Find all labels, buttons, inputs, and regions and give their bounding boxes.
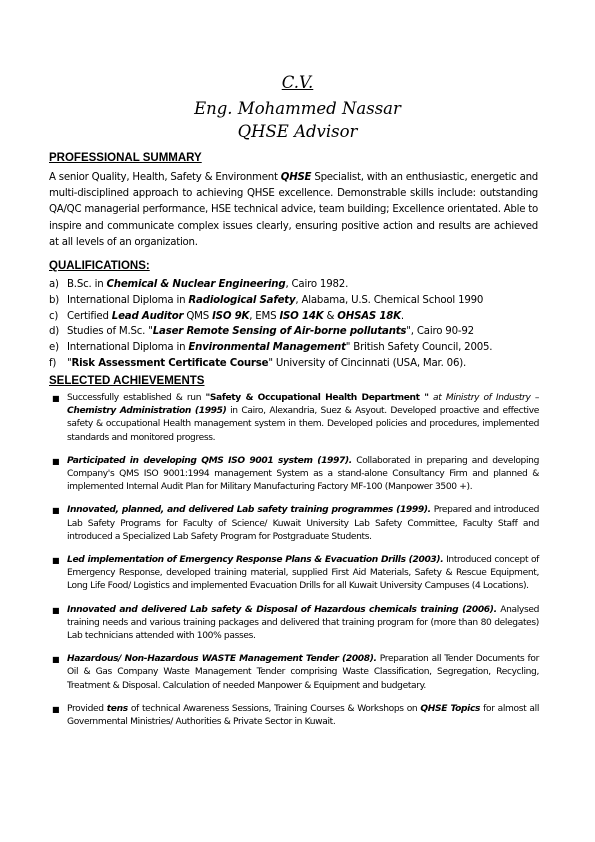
item-emphasis: OHSAS 18K bbox=[337, 310, 401, 322]
item-text: of technical Awareness Sessions, Training Courses & Workshops on bbox=[127, 703, 421, 714]
item-text: " British Safety Council, 2005. bbox=[345, 342, 493, 354]
item-emphasis: Chemistry Administration (1995) bbox=[67, 406, 227, 417]
list-item bbox=[49, 455, 539, 495]
list-item bbox=[49, 340, 544, 356]
item-italic: at Ministry of Industry – bbox=[428, 393, 540, 403]
item-text: Certified bbox=[67, 310, 112, 322]
item-emphasis: Innovated and delivered Lab safety & Disposal of Hazardous chemicals training (2006). bbox=[67, 604, 497, 615]
item-text: & bbox=[323, 310, 338, 322]
candidate-role: QHSE Advisor bbox=[237, 122, 358, 141]
item-emphasis: Laser Remote Sensing of Air-borne pollutants bbox=[152, 326, 407, 338]
item-text: Analysed training needs and various training packages and delivered that training program for (more than 80 delegates) Lab technicians attended with 100% passes. bbox=[67, 604, 540, 642]
item-text: " bbox=[67, 357, 72, 369]
item-emphasis: tens bbox=[106, 703, 128, 714]
item-emphasis: QHSE Topics bbox=[420, 703, 481, 714]
item-text: QMS bbox=[183, 310, 213, 322]
item-text: International Diploma in bbox=[67, 342, 189, 354]
item-emphasis: ISO 14K bbox=[279, 310, 324, 322]
item-text: Provided bbox=[67, 703, 107, 714]
item-emphasis: Environmental Management bbox=[188, 342, 346, 354]
achievements-heading: SELECTED ACHIEVEMENTS bbox=[49, 375, 205, 387]
bullet-icon: ■ bbox=[52, 655, 60, 665]
item-text: " University of Cincinnati (USA, Mar. 06). bbox=[268, 357, 467, 369]
item-text: B.Sc. in bbox=[67, 279, 107, 290]
qualifications-list bbox=[49, 277, 544, 372]
item-text: in Cairo, Alexandria, Suez & Asyout. Developed proactive and effective safety & occupational Health management system in them. Developed policies and procedures, implemented standards and monitored progress. bbox=[67, 406, 539, 443]
achievements-list bbox=[49, 392, 539, 739]
list-item bbox=[49, 324, 544, 340]
item-emphasis: Hazardous/ Non-Hazardous WASTE Management Tender (2008). bbox=[67, 654, 377, 665]
summary-heading: PROFESSIONAL SUMMARY bbox=[49, 152, 202, 164]
item-text: , Cairo 1982. bbox=[285, 279, 349, 290]
list-item bbox=[49, 554, 539, 594]
item-text: Successfully established & run bbox=[67, 393, 206, 403]
item-text: Prepared and introduced Lab Safety Programs for Faculty of Science/ Kuwait University Lab Safety Committee, Faculty Staff and introduced a Specialized Lab Safety Program for Postgraduate Students. bbox=[67, 505, 539, 542]
item-emphasis: Risk Assessment Certificate Course bbox=[71, 357, 269, 369]
summary-text-1: A senior Quality, Health, Safety & Environment bbox=[49, 172, 281, 183]
item-text: Preparation all Tender Documents for Oil & Gas Company Waste Management Tender comprising Waste Classification, Segregation, Recycling, Treatment & Disposal. Calculation of needed Manpower & Equipment and budgetary. bbox=[67, 654, 539, 691]
item-label: c) bbox=[49, 310, 59, 322]
bullet-icon: ■ bbox=[52, 605, 60, 615]
item-text: ", Cairo 90-92 bbox=[406, 326, 474, 338]
list-item bbox=[49, 604, 539, 644]
list-item bbox=[49, 703, 539, 729]
list-item bbox=[49, 309, 544, 325]
item-label: d) bbox=[49, 326, 60, 338]
summary-text-2: Specialist, with an enthusiastic, energetic and multi-disciplined approach to achieving QHSE excellence. Demonstrable skills include: outstanding QA/QC managerial performance, HSE technical advice, team building; Excellence orientated. Able to inspire and communicate complex issues clearly, ensuring positive action and results are achieved at all levels of an organization. bbox=[49, 172, 538, 248]
item-label: f) bbox=[49, 357, 57, 369]
item-emphasis: Radiological Safety bbox=[188, 294, 296, 306]
item-text: Collaborated in preparing and developing Company's QMS ISO 9001:1994 management System as a stand-alone Consultancy Firm and planned & implemented Internal Audit Plan for Military Manufacturing Factory MF-100 (Manpower 3500 +). bbox=[67, 455, 539, 493]
item-text: . bbox=[400, 310, 404, 322]
candidate-name: Eng. Mohammed Nassar bbox=[194, 99, 401, 118]
bullet-icon: ■ bbox=[52, 704, 60, 714]
item-text: Studies of M.Sc. " bbox=[67, 326, 153, 338]
item-text: for almost all Governmental Ministries/ Authorities & Private Sector in Kuwait. bbox=[67, 703, 539, 728]
list-item bbox=[49, 504, 539, 544]
item-emphasis: "Safety & Occupational Health Department " bbox=[205, 393, 429, 403]
bullet-icon: ■ bbox=[52, 456, 60, 466]
qualifications-heading: QUALIFICATIONS: bbox=[49, 260, 150, 272]
list-item bbox=[49, 356, 544, 372]
item-text: Introduced concept of Emergency Response, developed training material, supplied First Aid Materials, Safety & Rescue Equipment, Long Life Food/ Logistics and implemented Evacuation Drills for all Kuwait University Campuses (4 Locations). bbox=[67, 555, 540, 592]
item-emphasis: Lead Auditor bbox=[111, 310, 184, 322]
item-label: b) bbox=[49, 294, 60, 306]
summary-qhse: QHSE bbox=[280, 172, 312, 183]
bullet-icon: ■ bbox=[52, 506, 60, 516]
bullet-icon: ■ bbox=[52, 556, 60, 566]
bullet-icon: ■ bbox=[52, 394, 60, 403]
item-text: , Alabama, U.S. Chemical School 1990 bbox=[295, 294, 484, 306]
item-emphasis: Innovated, planned, and delivered Lab safety training programmes (1999). bbox=[67, 505, 431, 516]
list-item bbox=[49, 277, 544, 293]
summary-paragraph bbox=[49, 170, 538, 251]
cv-title: C.V. bbox=[281, 73, 314, 92]
item-text: International Diploma in bbox=[67, 294, 189, 306]
list-item bbox=[49, 392, 539, 445]
item-emphasis: ISO 9K bbox=[212, 310, 250, 322]
item-emphasis: Led implementation of Emergency Response Plans & Evacuation Drills (2003). bbox=[67, 555, 444, 566]
item-label: a) bbox=[49, 279, 59, 290]
item-text: , EMS bbox=[249, 310, 280, 322]
item-emphasis: Participated in developing QMS ISO 9001 system (1997). bbox=[67, 455, 352, 466]
list-item bbox=[49, 653, 539, 693]
list-item bbox=[49, 293, 544, 309]
item-label: e) bbox=[49, 342, 59, 354]
item-emphasis: Chemical & Nuclear Engineering bbox=[106, 279, 286, 290]
